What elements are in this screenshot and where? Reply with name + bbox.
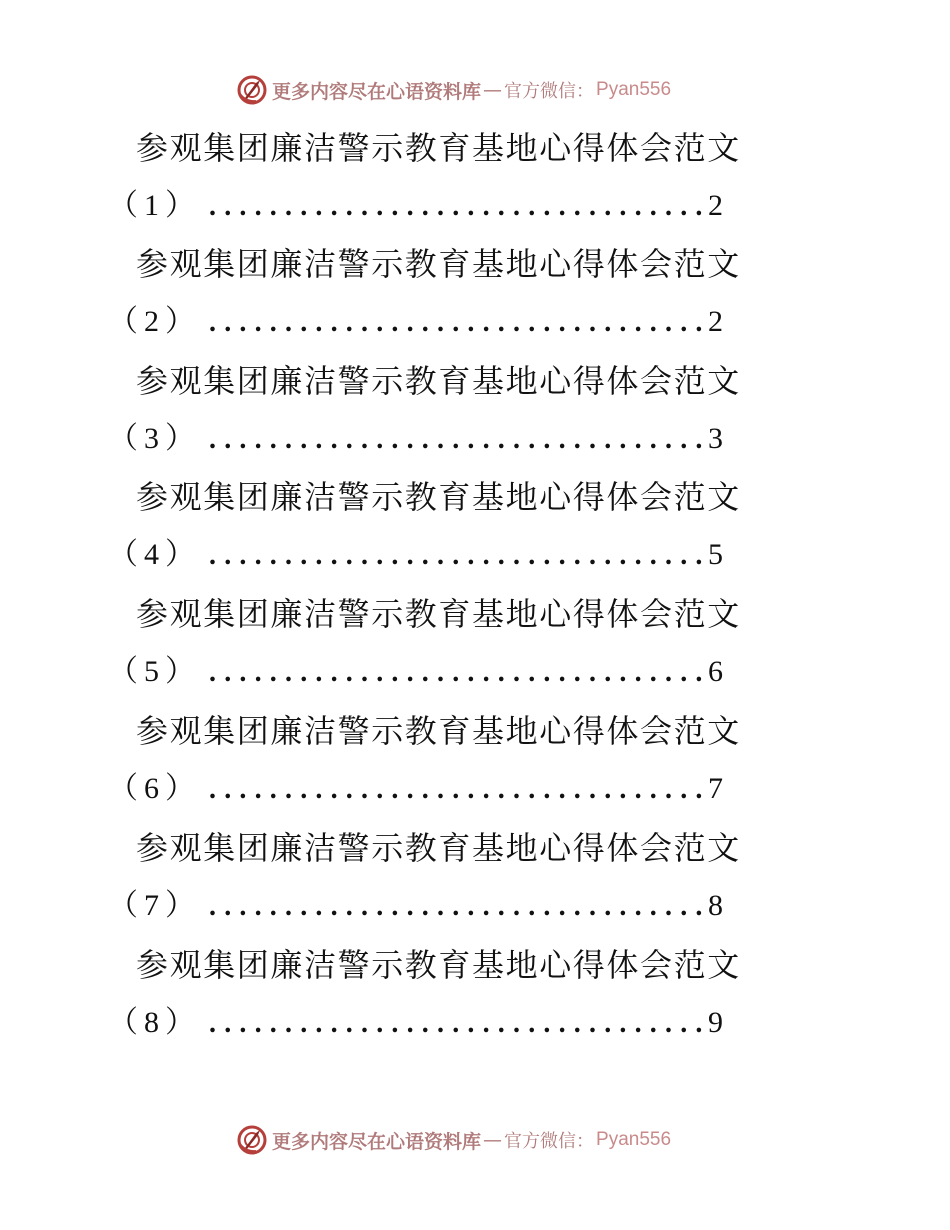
toc-entry-line[interactable]	[108, 652, 728, 692]
toc-entry-line[interactable]	[108, 535, 728, 575]
toc-entry-title[interactable]: 参观集团廉洁警示教育基地心得体会范文	[136, 946, 741, 984]
toc-entry-title[interactable]: 参观集团廉洁警示教育基地心得体会范文	[136, 129, 741, 167]
toc-entry-page: 2	[708, 189, 723, 222]
toc-entry-line[interactable]	[108, 769, 728, 809]
toc-entry-number: （3）	[108, 422, 201, 455]
toc-entry-page: 6	[708, 655, 723, 688]
toc-entry-line[interactable]	[108, 419, 728, 459]
toc-entry-page: 7	[708, 772, 723, 805]
toc-leader-dots	[209, 887, 704, 927]
banner-wechat-account: Pyan556	[596, 1129, 672, 1150]
toc-leader-dots	[209, 420, 704, 460]
toc-entry-number: （8）	[108, 1006, 201, 1039]
toc-entry-title[interactable]: 参观集团廉洁警示教育基地心得体会范文	[136, 595, 741, 633]
banner-wechat-label: 官方微信：	[504, 1131, 595, 1152]
toc-entry-number: （4）	[108, 538, 201, 571]
toc-leader-dots	[209, 653, 704, 693]
header-banner	[236, 72, 671, 108]
toc-entry-line[interactable]	[108, 302, 728, 342]
toc-entry-title[interactable]: 参观集团廉洁警示教育基地心得体会范文	[136, 829, 741, 867]
toc-entry-number: （6）	[108, 772, 201, 805]
toc-leader-dots	[209, 770, 704, 810]
toc-leader-dots	[209, 303, 704, 343]
toc-entry-title[interactable]: 参观集团廉洁警示教育基地心得体会范文	[136, 712, 741, 750]
toc-entry-number: （7）	[108, 889, 201, 922]
toc-entry-number: （1）	[108, 189, 201, 222]
toc-entry-title[interactable]: 参观集团廉洁警示教育基地心得体会范文	[136, 245, 741, 283]
toc-entry-title[interactable]: 参观集团廉洁警示教育基地心得体会范文	[136, 362, 741, 400]
banner-main-text: 更多内容尽在心语资料库	[272, 1130, 482, 1153]
toc-entry-page: 8	[708, 889, 723, 922]
toc-entry-number: （5）	[108, 655, 201, 688]
toc-leader-dots	[209, 187, 704, 227]
banner-dash: —	[483, 79, 503, 101]
toc-entry-page: 2	[708, 305, 723, 338]
toc-leader-dots	[209, 536, 704, 576]
banner-dash: —	[483, 1129, 503, 1151]
quill-logo-icon	[236, 1124, 268, 1156]
toc-entry-title[interactable]: 参观集团廉洁警示教育基地心得体会范文	[136, 478, 741, 516]
toc-entry-number: （2）	[108, 305, 201, 338]
footer-banner	[236, 1122, 671, 1158]
toc-entry-line[interactable]	[108, 886, 728, 926]
toc-entry-page: 3	[708, 422, 723, 455]
toc-entry-page: 9	[708, 1006, 723, 1039]
banner-wechat-account: Pyan556	[596, 79, 672, 100]
banner-main-text: 更多内容尽在心语资料库	[272, 80, 482, 103]
banner-wechat-label: 官方微信：	[504, 81, 595, 102]
toc-entry-line[interactable]	[108, 1003, 728, 1043]
quill-logo-icon	[236, 74, 268, 106]
toc-entry-page: 5	[708, 538, 723, 571]
toc-leader-dots	[209, 1004, 704, 1044]
toc-entry-line[interactable]	[108, 186, 728, 226]
